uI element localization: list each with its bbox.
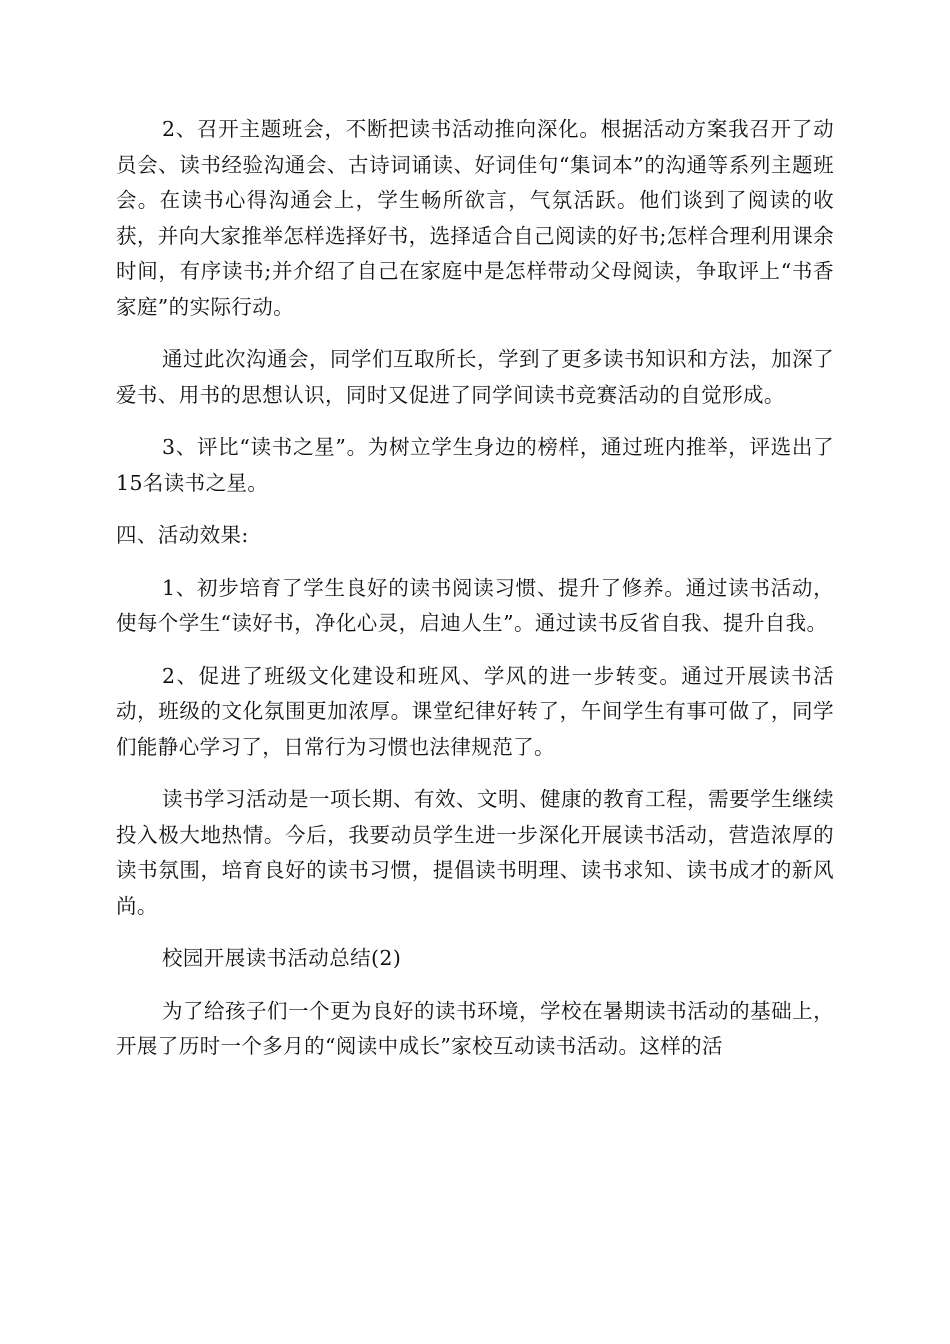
paragraph-effect-class-culture: 2、促进了班级文化建设和班风、学风的进一步转变。通过开展读书活动，班级的文化氛围更加浓厚。课堂纪律好转了，午间学生有事可做了，同学们能静心学习了，日常行为习惯也法律规范了。 — [116, 663, 834, 759]
section-title-summary-2: 校园开展读书活动总结(2) — [162, 946, 402, 970]
section-heading-activity-effects: 四、活动效果: — [116, 523, 249, 547]
paragraph-exchange-results: 通过此次沟通会，同学们互取所长，学到了更多读书知识和方法，加深了爱书、用书的思想认识，同时又促进了同学间读书竞赛活动的自觉形成。 — [116, 347, 834, 407]
paragraph-effect-habits: 1、初步培育了学生良好的读书阅读习惯、提升了修养。通过读书活动，使每个学生“读好书，净化心灵，启迪人生”。通过读书反省自我、提升自我。 — [116, 575, 834, 635]
paragraph-reading-stars: 3、评比“读书之星”。为树立学生身边的榜样，通过班内推举，评选出了15名读书之星。 — [116, 435, 834, 495]
paragraph-conclusion: 读书学习活动是一项长期、有效、文明、健康的教育工程，需要学生继续投入极大地热情。今后，我要动员学生进一步深化开展读书活动，营造浓厚的读书氛围，培育良好的读书习惯，提倡读书明理、读书求知、读书成才的新风尚。 — [116, 787, 834, 918]
paragraph-class-meetings: 2、召开主题班会，不断把读书活动推向深化。根据活动方案我召开了动员会、读书经验沟通会、古诗词诵读、好词佳句“集词本”的沟通等系列主题班会。在读书心得沟通会上，学生畅所欲言，气氛活跃。他们谈到了阅读的收获，并向大家推举怎样选择好书，选择适合自己阅读的好书;怎样合理利用课余时间，有序读书;并介绍了自己在家庭中是怎样带动父母阅读，争取评上“书香家庭”的实际行动。 — [116, 117, 834, 319]
document-body — [116, 112, 834, 1082]
paragraph-summary-2-intro: 为了给孩子们一个更为良好的读书环境，学校在暑期读书活动的基础上，开展了历时一个多月的“阅读中成长”家校互动读书活动。这样的活 — [116, 998, 834, 1058]
